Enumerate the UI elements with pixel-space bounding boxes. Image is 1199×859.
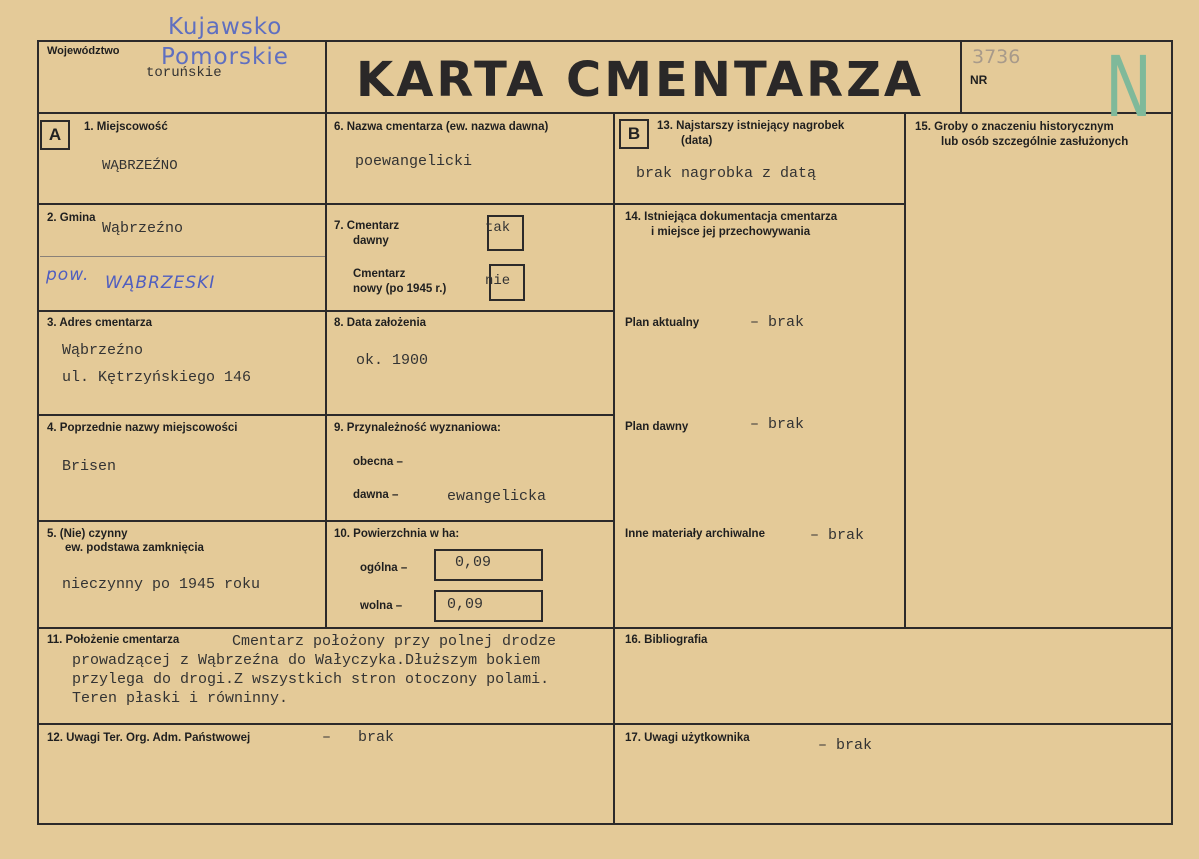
field-9-dawna-value: ewangelicka xyxy=(447,488,547,505)
section-a-marker: A xyxy=(40,120,70,150)
region-stamp-line1: Kujawsko xyxy=(168,14,283,40)
plan-aktualny-label: Plan aktualny xyxy=(625,317,700,329)
divider xyxy=(37,627,1173,629)
divider xyxy=(40,256,325,257)
inne-materialy-label: Inne materiały archiwalne xyxy=(625,528,765,540)
divider xyxy=(904,112,906,628)
field-10-wolna-label: wolna – xyxy=(360,600,403,612)
field-15-label-line-2: lub osób szczególnie zasłużonych xyxy=(941,136,1129,148)
field-17-value: – brak xyxy=(818,737,873,754)
field-13-label-line-1: 13. Najstarszy istniejący nagrobek xyxy=(657,120,845,132)
field-5-label-line-2: ew. podstawa zamknięcia xyxy=(65,542,204,554)
field-11-label: 11. Położenie cmentarza xyxy=(47,634,180,646)
region-stamp-line2: Pomorskie xyxy=(161,44,289,70)
nr-pencil-mark: 3736 xyxy=(972,46,1021,68)
divider xyxy=(37,112,1173,114)
field-8-label: 8. Data założenia xyxy=(334,317,427,329)
divider xyxy=(37,723,1173,725)
field-11-line-1: Cmentarz położony przy polnej drodze xyxy=(232,633,557,650)
plan-aktualny-value: – brak xyxy=(750,314,805,331)
field-9-dawna-label: dawna – xyxy=(353,489,399,501)
green-marker-letter: N xyxy=(1105,38,1153,136)
field-7-label-line-2: dawny xyxy=(353,235,389,247)
field-14-label-line-2: i miejsce jej przechowywania xyxy=(651,226,811,238)
field-17-label: 17. Uwagi użytkownika xyxy=(625,732,750,744)
page-title: KARTA CMENTARZA xyxy=(356,52,925,108)
wojewodztwo-value: toruńskie xyxy=(146,65,222,81)
field-8-value: ok. 1900 xyxy=(356,352,429,369)
field-2-label: 2. Gmina xyxy=(47,212,96,224)
field-11-line-3: przylega do drogi.Z wszystkich stron otoczony polami. xyxy=(72,671,550,688)
field-7-nowy-label-line-2: nowy (po 1945 r.) xyxy=(353,283,447,295)
field-2-value: Wąbrzeźno xyxy=(102,220,184,237)
field-7-nowy-value: nie xyxy=(485,273,511,289)
field-11-line-4: Teren płaski i równinny. xyxy=(72,690,289,707)
field-6-label: 6. Nazwa cmentarza (ew. nazwa dawna) xyxy=(334,121,549,133)
wojewodztwo-label: Województwo xyxy=(47,45,120,57)
divider xyxy=(960,40,962,113)
inne-materialy-value: – brak xyxy=(810,527,865,544)
field-1-label: 1. Miejscowość xyxy=(84,121,168,133)
field-4-label: 4. Poprzednie nazwy miejscowości xyxy=(47,422,238,434)
field-3-label: 3. Adres cmentarza xyxy=(47,317,153,329)
field-12-value: – brak xyxy=(322,729,395,746)
field-10-label: 10. Powierzchnia w ha: xyxy=(334,528,460,540)
plan-dawny-value: – brak xyxy=(750,416,805,433)
field-2-handwritten-value: WĄBRZESKI xyxy=(105,273,216,293)
field-14-label-line-1: 14. Istniejąca dokumentacja cmentarza xyxy=(625,211,838,223)
field-5-label-line-1: 5. (Nie) czynny xyxy=(47,528,128,540)
field-2-handwritten-prefix: pow. xyxy=(46,265,90,285)
field-7-nowy-label-line-1: Cmentarz xyxy=(353,268,406,280)
field-15-label-line-1: 15. Groby o znaczeniu historycznym xyxy=(915,121,1114,133)
field-9-label: 9. Przynależność wyznaniowa: xyxy=(334,422,501,434)
field-12-label: 12. Uwagi Ter. Org. Adm. Państwowej xyxy=(47,732,251,744)
field-1-value: WĄBRZEŹNO xyxy=(102,158,178,174)
field-3-line-2: ul. Kętrzyńskiego 146 xyxy=(62,369,252,386)
field-10-wolna-value: 0,09 xyxy=(447,596,484,613)
field-3-line-1: Wąbrzeźno xyxy=(62,342,144,359)
field-6-value: poewangelicki xyxy=(355,153,473,170)
divider xyxy=(37,203,905,205)
plan-dawny-label: Plan dawny xyxy=(625,421,689,433)
field-16-label: 16. Bibliografia xyxy=(625,634,708,646)
field-7-dawny-value: tak xyxy=(485,220,511,236)
divider xyxy=(613,112,615,824)
field-5-value: nieczynny po 1945 roku xyxy=(62,576,261,593)
nr-label: NR xyxy=(970,73,988,87)
field-10-ogolna-value: 0,09 xyxy=(455,554,492,571)
section-b-marker: B xyxy=(619,119,649,149)
divider xyxy=(325,40,327,628)
field-13-label-line-2: (data) xyxy=(681,135,713,147)
field-4-value: Brisen xyxy=(62,458,117,475)
field-11-line-2: prowadzącej z Wąbrzeźna do Wałyczyka.Dłuższym bokiem xyxy=(72,652,541,669)
field-13-value: brak nagrobka z datą xyxy=(636,165,817,182)
field-10-ogolna-label: ogólna – xyxy=(360,562,408,574)
field-7-label-line-1: 7. Cmentarz xyxy=(334,220,400,232)
field-9-obecna-label: obecna – xyxy=(353,456,403,468)
